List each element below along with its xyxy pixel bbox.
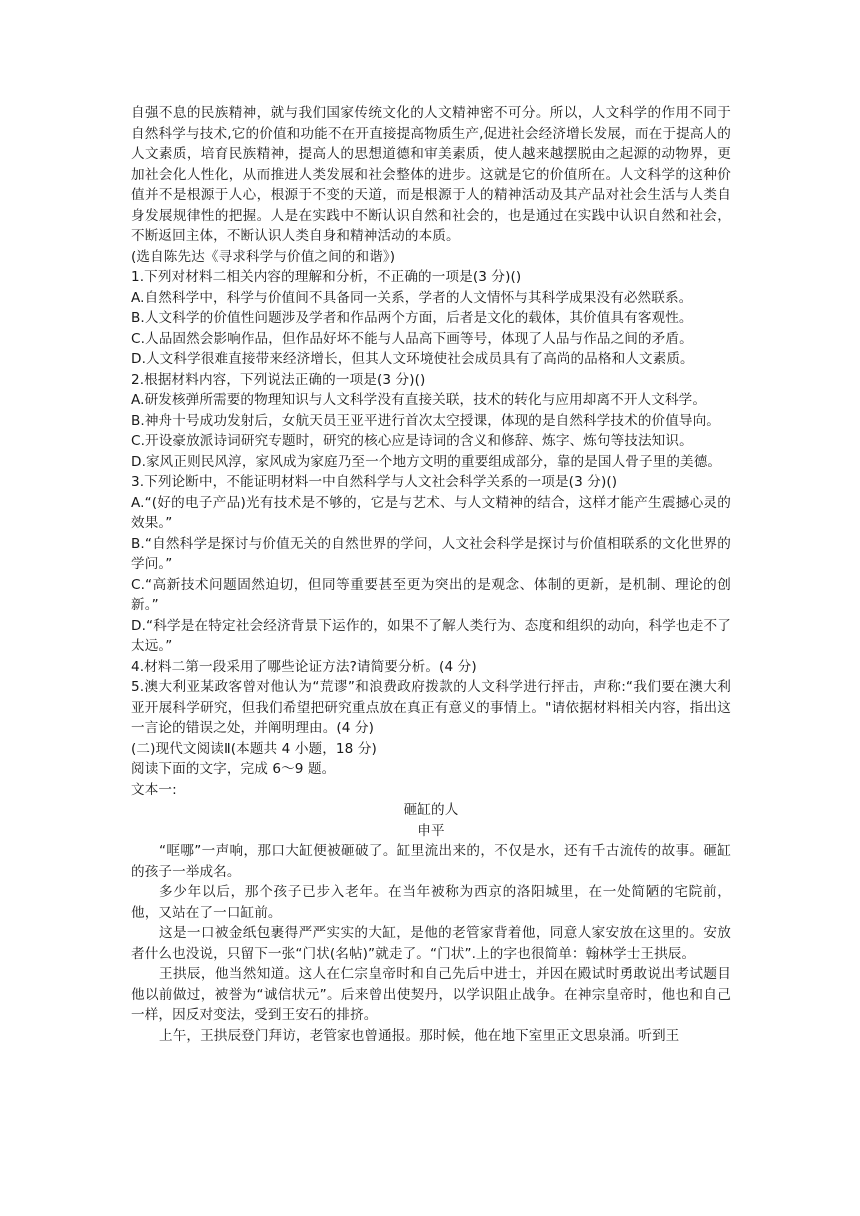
document-page xyxy=(131,103,731,1046)
question-2-option-b: B.神舟十号成功发射后，女航天员王亚平进行首次太空授课，体现的是自然科学技术的价值导向。 xyxy=(131,412,720,429)
question-2-option-a: A.研发核弹所需要的物理知识与人文科学没有直接关联，技术的转化与应用却离不开人文科学。 xyxy=(131,392,707,408)
story-paragraph: 多少年以后，那个孩子已步入老年。在当年被称为西京的洛阳城里，在一处简陋的宅院前，他，又站在了一口缸前。 xyxy=(131,884,731,921)
question-4: 4.材料二第一段采用了哪些论证方法?请简要分析。(4 分) xyxy=(131,658,477,675)
passage-paragraph: 自强不息的民族精神，就与我们国家传统文化的人文精神密不可分。所以，人文科学的作用不同于自然科学与技术,它的价值和功能不在开直接提高物质生产,促进社会经济增长发展，而在于提高人的人文素质，培育民族精神，提高人的思想道德和审美素质，使人越来越摆脱由之起源的动物界，更加社会化人性化，从而推进人类发展和社会整体的进步。这就是它的价值所在。人文科学的这种价值并不是根源于人心，根源于不变的天道，而是根源于人的精神活动及其产品对社会生活与人类自身发展规律性的把握。人是在实践中不断认识自然和社会的，也是通过在实践中认识自然和社会，不断返回主体，不断认识人类自身和精神活动的本质。 xyxy=(131,105,731,244)
question-1-option-a: A.自然科学中，科学与价值间不具备同一关系，学者的人文情怀与其科学成果没有必然联系。 xyxy=(131,289,693,306)
question-2-option-c: C.开设豪放派诗词研究专题时，研究的核心应是诗词的含义和修辞、炼字、炼句等技法知识。 xyxy=(131,433,693,449)
question-3-option-a: A.“(好的电子产品)光有技术是不够的，它是与艺术、与人文精神的结合，这样才能产生震撼心灵的效果。” xyxy=(131,494,731,531)
text-label: 文本一: xyxy=(131,781,177,798)
question-2-stem: 2.根据材料内容，下列说法正确的一项是(3 分)() xyxy=(131,371,426,388)
story-title: 砸缸的人 xyxy=(403,802,459,818)
question-1-option-d: D.人文科学很难直接带来经济增长，但其人文环境使社会成员具有了高尚的品格和人文素质。 xyxy=(131,351,694,367)
question-3-stem: 3.下列论断中，不能证明材料一中自然科学与人文社会科学关系的一项是(3 分)() xyxy=(131,474,618,490)
section-instruction: 阅读下面的文字，完成 6～9 题。 xyxy=(131,761,336,777)
question-1-option-b: B.人文科学的价值性问题涉及学者和作品两个方面，后者是文化的载体，其价值具有客观性。 xyxy=(131,310,693,326)
question-3-option-d: D.“科学是在特定社会经济背景下运作的，如果不了解人类行为、态度和组织的动向，科学也走不了太远。” xyxy=(131,617,731,654)
story-paragraph: 王拱辰，他当然知道。这人在仁宗皇帝时和自己先后中进士，并因在殿试时勇敢说出考试题目他以前做过，被誉为“诚信状元”。后来曾出使契丹，以学识阻止战争。在神宗皇帝时，他也和自己一样，因反对变法，受到王安石的排挤。 xyxy=(131,966,731,1023)
question-2-option-d: D.家风正则民风淳，家风成为家庭乃至一个地方文明的重要组成部分，靠的是国人骨子里的美德。 xyxy=(131,453,722,470)
question-3-option-b: B.“自然科学是探讨与价值无关的自然世界的学问，人文社会科学是探讨与价值相联系的文化世界的学问。” xyxy=(131,535,731,572)
question-3-option-c: C.“高新技术问题固然迫切，但同等重要甚至更为突出的是观念、体制的更新，是机制、理论的创新。” xyxy=(131,576,731,613)
story-paragraph: “哐哪”一声响，那口大缸便被砸破了。缸里流出来的，不仅是水，还有千古流传的故事。砸缸的孩子一举成名。 xyxy=(131,843,731,880)
story-author: 申平 xyxy=(417,822,445,839)
question-1-stem: 1.下列对材料二相关内容的理解和分析，不正确的一项是(3 分)() xyxy=(131,269,522,285)
story-paragraph: 这是一口被金纸包裹得严严实实的大缸，是他的老管家背着他，同意人家安放在这里的。安放者什么也没说，只留下一张“门状(名帖)”就走了。“门状”.上的字也很简单：翰林学士王拱辰。 xyxy=(131,925,731,962)
section-heading: (二)现代文阅读Ⅱ(本题共 4 小题，18 分) xyxy=(131,740,377,757)
question-5: 5.澳大利亚某政客曾对他认为“荒谬”和浪费政府拨款的人文科学进行抨击，声称:“我们要在澳大利亚开展科学研究，但我们希望把研究重点放在真正有意义的事情上。"请依据材料相关内容，指出这一言论的错误之处，并阐明理由。(4 分) xyxy=(131,679,731,736)
passage-source: (选自陈先达《寻求科学与价值之间的和谐》) xyxy=(131,248,396,265)
story-paragraph: 上午，王拱辰登门拜访，老管家也曾通报。那时候，他在地下室里正文思泉涌。听到王 xyxy=(159,1027,680,1044)
question-1-option-c: C.人品固然会影响作品，但作品好坏不能与人品高下画等号，体现了人品与作品之间的矛盾。 xyxy=(131,330,693,347)
